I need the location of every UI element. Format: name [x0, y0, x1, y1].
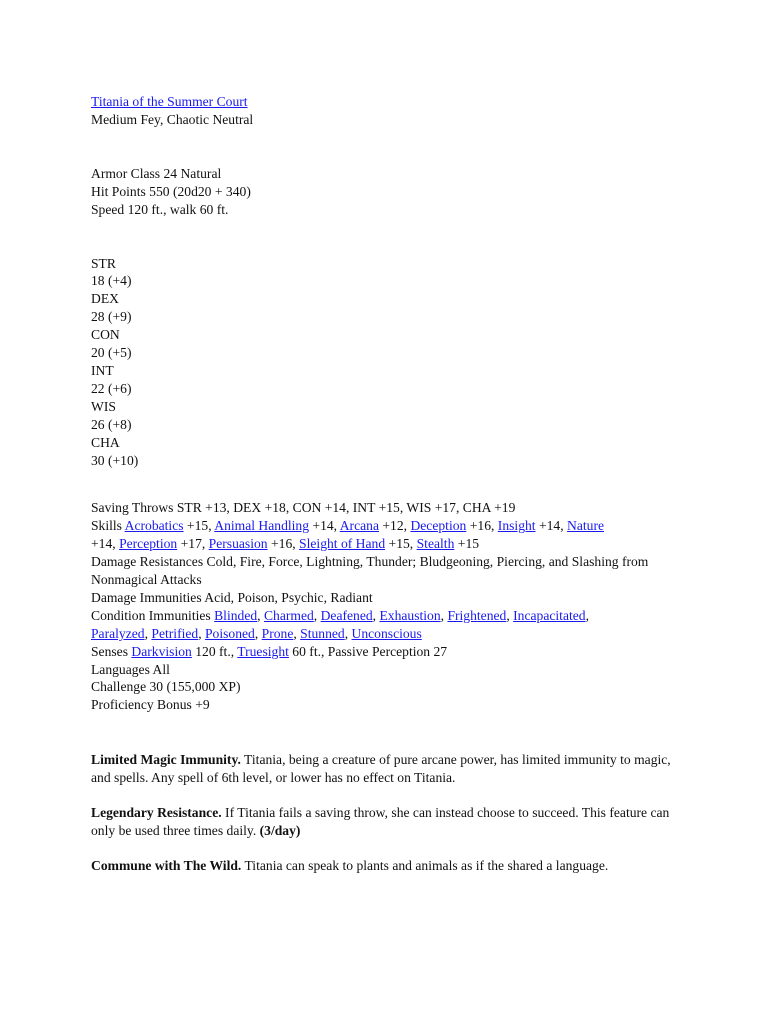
ability-value-cha: 30 (+10) — [91, 452, 139, 468]
skill-link-perception[interactable]: Perception — [119, 536, 178, 552]
separator: , — [254, 625, 262, 641]
condition-link-deafened[interactable]: Deafened — [320, 607, 373, 623]
skills-label: Skills — [91, 518, 125, 534]
skill-link-persuasion[interactable]: Persuasion — [208, 536, 268, 552]
condition-link-charmed[interactable]: Charmed — [263, 607, 314, 623]
skill-bonus: +15 — [454, 536, 480, 552]
ability-value-dex: 28 (+9) — [91, 309, 132, 325]
skills — [91, 517, 691, 553]
separator: , — [313, 607, 321, 623]
ability-value-str: 18 (+4) — [91, 273, 132, 289]
ability-scores — [91, 255, 691, 470]
skill-bonus: +12, — [378, 518, 411, 534]
separator: , — [506, 607, 514, 623]
separator: , — [198, 625, 205, 641]
skill-link-insight[interactable]: Insight — [497, 518, 536, 534]
darkvision-link[interactable]: Darkvision — [131, 643, 192, 659]
trait-commune-with-the-wild — [91, 857, 691, 875]
damage-resistances: Damage Resistances Cold, Fire, Force, Lightning, Thunder; Bludgeoning, Piercing, and Slashing from Nonmagical Attacks — [91, 554, 649, 588]
saving-throws: Saving Throws STR +13, DEX +18, CON +14, INT +15, WIS +17, CHA +19 — [91, 500, 516, 516]
condition-link-poisoned[interactable]: Poisoned — [205, 625, 255, 641]
separator: , — [372, 607, 380, 623]
creature-name-link[interactable]: Titania of the Summer Court — [91, 94, 248, 109]
skill-bonus: +14, — [91, 536, 120, 552]
skill-link-arcana[interactable]: Arcana — [339, 518, 379, 534]
trait-name: Limited Magic Immunity. — [91, 752, 241, 768]
truesight-rest: 60 ft., Passive Perception 27 — [288, 643, 448, 659]
ability-value-wis: 26 (+8) — [91, 416, 132, 432]
condition-link-blinded[interactable]: Blinded — [214, 607, 258, 623]
condition-link-prone[interactable]: Prone — [261, 625, 294, 641]
separator: , — [344, 625, 352, 641]
damage-immunities: Damage Immunities Acid, Poison, Psychic, Radiant — [91, 589, 373, 605]
skill-link-sleight-of-hand[interactable]: Sleight of Hand — [299, 536, 386, 552]
trait-limited-magic-immunity — [91, 751, 691, 787]
ability-label-str: STR — [91, 255, 116, 271]
darkvision-range: 120 ft., — [191, 643, 238, 659]
condition-immunities-label: Condition Immunities — [91, 607, 215, 623]
trait-uses: (3/day) — [259, 823, 301, 838]
condition-link-paralyzed[interactable]: Paralyzed — [91, 625, 145, 641]
separator: , — [257, 607, 264, 623]
trait-legendary-resistance — [91, 804, 691, 840]
separator: , — [293, 625, 301, 641]
trait-name: Legendary Resistance. — [91, 805, 222, 821]
challenge-rating: Challenge 30 (155,000 XP) — [91, 679, 241, 695]
condition-link-unconscious[interactable]: Unconscious — [351, 625, 422, 641]
skill-link-acrobatics[interactable]: Acrobatics — [124, 518, 184, 534]
ability-label-con: CON — [91, 327, 120, 343]
condition-link-stunned[interactable]: Stunned — [300, 625, 345, 641]
separator: , — [144, 625, 152, 641]
condition-immunities — [91, 607, 691, 643]
skill-link-nature[interactable]: Nature — [567, 518, 605, 534]
trait-text: Titania can speak to plants and animals as if the shared a language. — [241, 857, 609, 873]
skill-bonus: +15, — [385, 536, 417, 552]
trait-text: Titania, being a creature of pure arcane power, has limited immunity to magic, and spells. Any spell of 6th level, or lower has no effect on Titania. — [91, 752, 671, 786]
proficiency-bonus: Proficiency Bonus +9 — [91, 697, 210, 713]
skill-link-stealth[interactable]: Stealth — [416, 536, 455, 552]
ability-value-con: 20 (+5) — [91, 345, 132, 361]
trait-text: If Titania fails a saving throw, she can instead choose to succeed. This feature can only be used three times daily. — [91, 805, 670, 838]
truesight-link[interactable]: Truesight — [237, 643, 289, 659]
stat-block — [91, 93, 691, 875]
languages: Languages All — [91, 661, 170, 677]
condition-link-exhaustion[interactable]: Exhaustion — [379, 607, 441, 623]
ability-label-dex: DEX — [91, 291, 119, 307]
skill-bonus: +14, — [309, 518, 340, 534]
condition-link-petrified[interactable]: Petrified — [151, 625, 199, 641]
speed: Speed 120 ft., walk 60 ft. — [91, 201, 229, 217]
senses-label: Senses — [91, 643, 132, 659]
armor-class: Armor Class 24 Natural — [91, 165, 222, 181]
skill-link-deception[interactable]: Deception — [410, 518, 467, 534]
separator: , — [585, 607, 589, 623]
ability-label-int: INT — [91, 362, 114, 378]
ability-label-cha: CHA — [91, 434, 120, 450]
skill-bonus: +15, — [183, 518, 215, 534]
ability-label-wis: WIS — [91, 398, 116, 414]
skill-link-animal-handling[interactable]: Animal Handling — [214, 518, 310, 534]
condition-link-incapacitated[interactable]: Incapacitated — [513, 607, 586, 623]
hit-points: Hit Points 550 (20d20 + 340) — [91, 183, 251, 199]
separator: , — [440, 607, 448, 623]
trait-name: Commune with The Wild. — [91, 857, 242, 873]
skill-bonus: +14, — [535, 518, 568, 534]
header — [91, 93, 691, 111]
senses — [91, 643, 691, 661]
ability-value-int: 22 (+6) — [91, 380, 132, 396]
creature-type: Medium Fey, Chaotic Neutral — [91, 111, 254, 127]
skill-bonus: +16, — [267, 536, 300, 552]
condition-link-frightened[interactable]: Frightened — [447, 607, 507, 623]
skill-bonus: +17, — [177, 536, 209, 552]
skill-bonus: +16, — [466, 518, 498, 534]
